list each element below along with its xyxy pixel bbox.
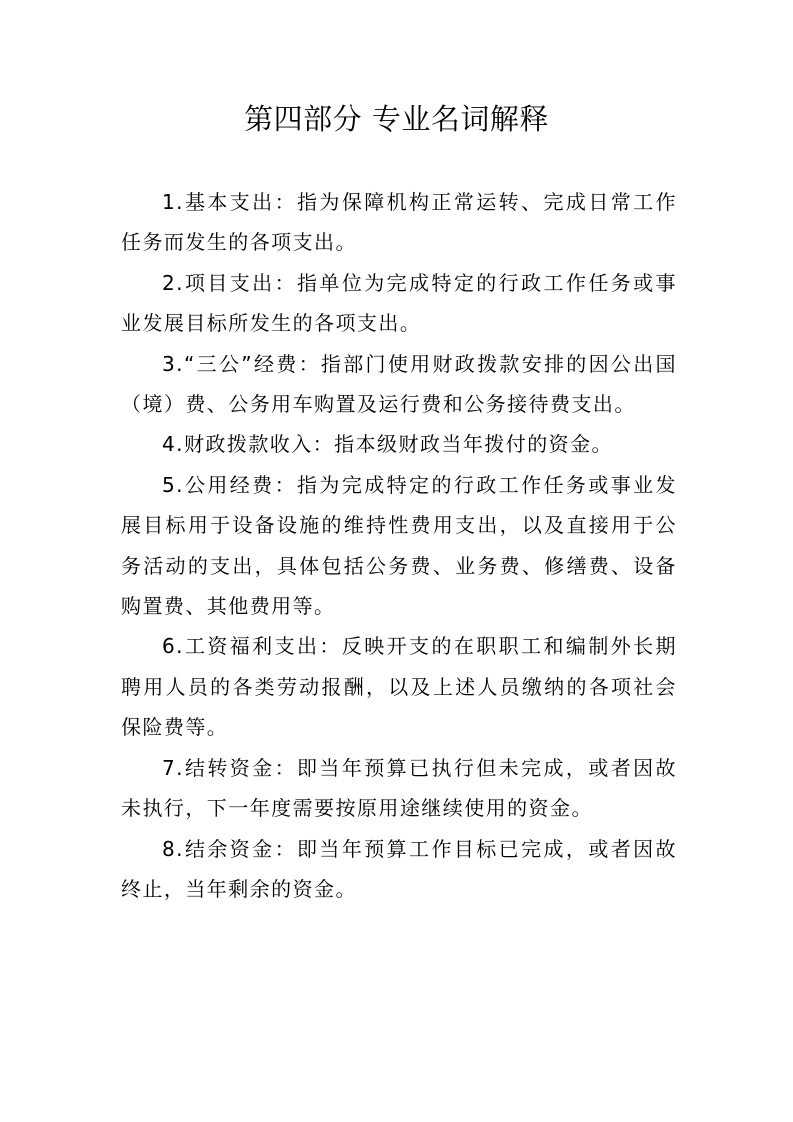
- definition-item: [121, 182, 677, 263]
- definition-text: 指部门使用财政拨款安排的因公出国（境）费、公务用车购置及运行费和公务接待费支出。: [121, 351, 678, 417]
- definition-term: 7.结转资金：: [162, 755, 297, 780]
- definition-term: 1.基本支出：: [162, 190, 297, 214]
- definition-item: [121, 465, 677, 627]
- definition-item: [121, 748, 677, 829]
- definition-text: 指为完成特定的行政工作任务或事业发展目标用于设备设施的维持性费用支出，以及直接用于公务活动的支出，具体包括公务费、业务费、修缮费、设备购置费、其他费用等。: [121, 472, 678, 619]
- page-title: 第四部分 专业名词解释: [244, 102, 549, 136]
- definition-text: 反映开支的在职职工和编制外长期聘用人员的各类劳动报酬，以及上述人员缴纳的各项社会保险费等。: [121, 634, 677, 740]
- definition-item: [121, 424, 677, 464]
- definition-term: 8.结余资金：: [162, 836, 297, 861]
- definition-term: 3.“三公”经费：: [162, 351, 321, 376]
- definition-term: 6.工资福利支出：: [162, 634, 342, 659]
- definition-text: 即当年预算已执行但未完成，或者因故未执行，下一年度需要按原用途继续使用的资金。: [121, 755, 678, 821]
- definition-text: 指单位为完成特定的行政工作任务或事业发展目标所发生的各项支出。: [121, 270, 678, 336]
- definition-item: [121, 263, 677, 344]
- definition-item: [121, 829, 677, 910]
- definition-text: 即当年预算工作目标已完成，或者因故终止，当年剩余的资金。: [121, 836, 678, 901]
- definition-term: 5.公用经费：: [162, 472, 297, 497]
- definition-item: [121, 626, 677, 747]
- definition-term: 4.财政拨款收入：: [162, 432, 335, 457]
- definition-list: [121, 182, 677, 909]
- definition-item: [121, 344, 677, 425]
- definition-term: 2.项目支出：: [162, 270, 297, 295]
- definition-text: 指为保障机构正常运转、完成日常工作任务而发生的各项支出。: [121, 190, 678, 255]
- definition-text: 指本级财政当年拨付的资金。: [334, 432, 613, 457]
